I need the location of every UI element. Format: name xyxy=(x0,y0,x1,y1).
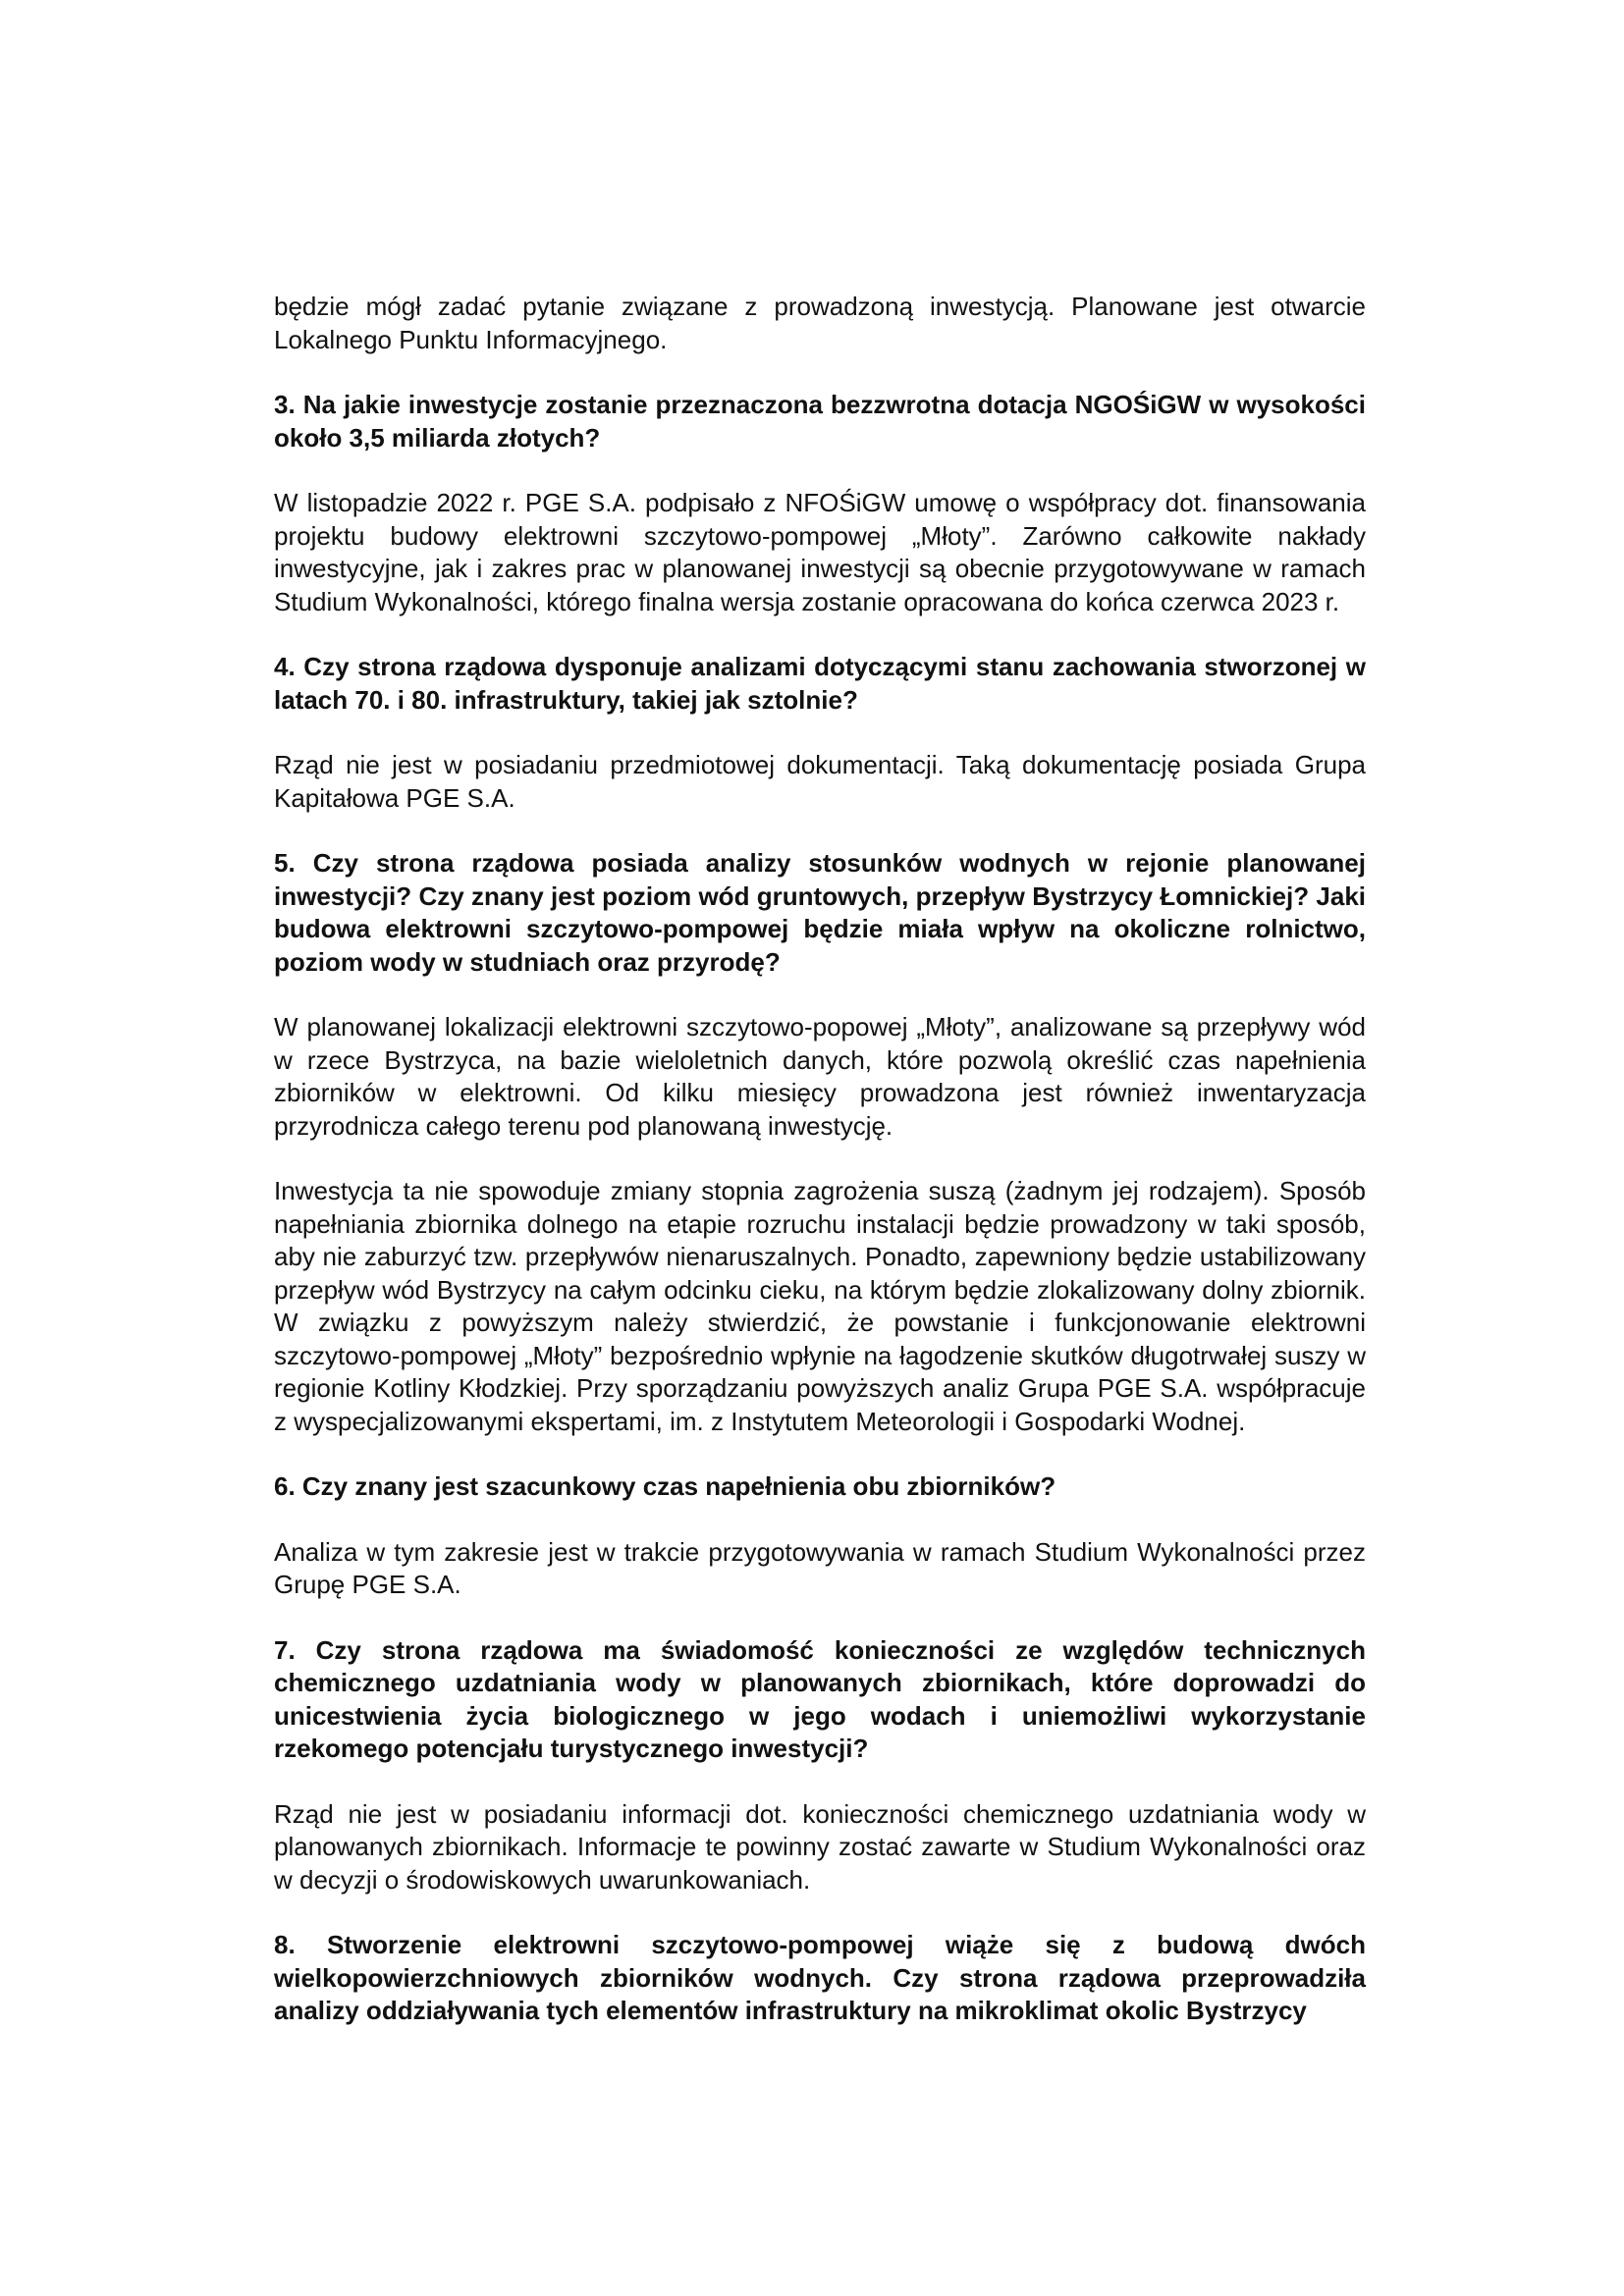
answer-4-paragraph: Rząd nie jest w posiadaniu przedmiotowej dokumentacji. Taką dokumentację posiada Grupa Kapitałowa PGE S.A. xyxy=(274,750,1366,813)
question-6-heading: 6. Czy znany jest szacunkowy czas napełnienia obu zbiorników? xyxy=(274,1471,1056,1501)
question-8-heading: 8. Stworzenie elektrowni szczytowo-pompowej wiąże się z budową dwóch wielkopowierzchniowych zbiorników wodnych. Czy strona rządowa przeprowadziła analizy oddziaływania tych elementów infrastruktury na mikroklimat okolic Bystrzycy xyxy=(274,1930,1366,2025)
question-7-heading: 7. Czy strona rządowa ma świadomość konieczności ze względów technicznych chemicznego uzdatniania wody w planowanych zbiornikach, które doprowadzi do unicestwienia życia biologicznego w jego wodach i uniemożliwi wykorzystanie rzekomego potencjału turystycznego inwestycji? xyxy=(274,1634,1366,1763)
paragraph-continuation: będzie mógł zadać pytanie związane z prowadzoną inwestycją. Planowane jest otwarcie Lokalnego Punktu Informacyjnego. xyxy=(274,292,1366,354)
answer-5-paragraph-2: Inwestycja ta nie spowoduje zmiany stopnia zagrożenia suszą (żadnym jej rodzajem). Sposób napełniania zbiornika dolnego na etapie rozruchu instalacji będzie prowadzony w taki sposób, aby nie zaburzyć tzw. przepływów nienaruszalnych. Ponadto, zapewniony będzie ustabilizowany przepływ wód Bystrzycy na całym odcinku cieku, na którym będzie zlokalizowany dolny zbiornik. W związku z powyższym należy stwierdzić, że powstanie i funkcjonowanie elektrowni szczytowo-pompowej „Młoty” bezpośrednio wpłynie na łagodzenie skutków długotrwałej suszy w regionie Kotliny Kłodzkiej. Przy sporządzaniu powyższych analiz Grupa PGE S.A. współpracuje z wyspecjalizowanymi ekspertami, im. z Instytutem Meteorologii i Gospodarki Wodnej. xyxy=(274,1176,1366,1436)
question-3-heading: 3. Na jakie inwestycje zostanie przeznaczona bezzwrotna dotacja NGOŚiGW w wysokości około 3,5 miliarda złotych? xyxy=(274,390,1366,453)
question-5-heading: 5. Czy strona rządowa posiada analizy stosunków wodnych w rejonie planowanej inwestycji? Czy znany jest poziom wód gruntowych, przepływ Bystrzycy Łomnickiej? Jaki budowa elektrowni szczytowo-pompowej będzie miała wpływ na okoliczne rolnictwo, poziom wody w studniach oraz przyrodę? xyxy=(274,848,1366,977)
answer-5-paragraph-1: W planowanej lokalizacji elektrowni szczytowo-popowej „Młoty”, analizowane są przepływy wód w rzece Bystrzyca, na bazie wieloletnich danych, które pozwolą określić czas napełnienia zbiorników w elektrowni. Od kilku miesięcy prowadzona jest również inwentaryzacja przyrodnicza całego terenu pod planowaną inwestycję. xyxy=(274,1012,1366,1141)
answer-7-paragraph: Rząd nie jest w posiadaniu informacji dot. konieczności chemicznego uzdatniania wody w planowanych zbiornikach. Informacje te powinny zostać zawarte w Studium Wykonalności oraz w decyzji o środowiskowych uwarunkowaniach. xyxy=(274,1798,1366,1895)
document-page xyxy=(274,291,1366,2060)
answer-3-paragraph: W listopadzie 2022 r. PGE S.A. podpisało z NFOŚiGW umowę o współpracy dot. finansowania projektu budowy elektrowni szczytowo-pompowej „Młoty”. Zarówno całkowite nakłady inwestycyjne, jak i zakres prac w planowanej inwestycji są obecnie przygotowywane w ramach Studium Wykonalności, którego finalna wersja zostanie opracowana do końca czerwca 2023 r. xyxy=(274,488,1366,616)
question-4-heading: 4. Czy strona rządowa dysponuje analizami dotyczącymi stanu zachowania stworzonej w latach 70. i 80. infrastruktury, takiej jak sztolnie? xyxy=(274,652,1366,715)
answer-6-paragraph: Analiza w tym zakresie jest w trakcie przygotowywania w ramach Studium Wykonalności przez Grupę PGE S.A. xyxy=(274,1536,1366,1599)
